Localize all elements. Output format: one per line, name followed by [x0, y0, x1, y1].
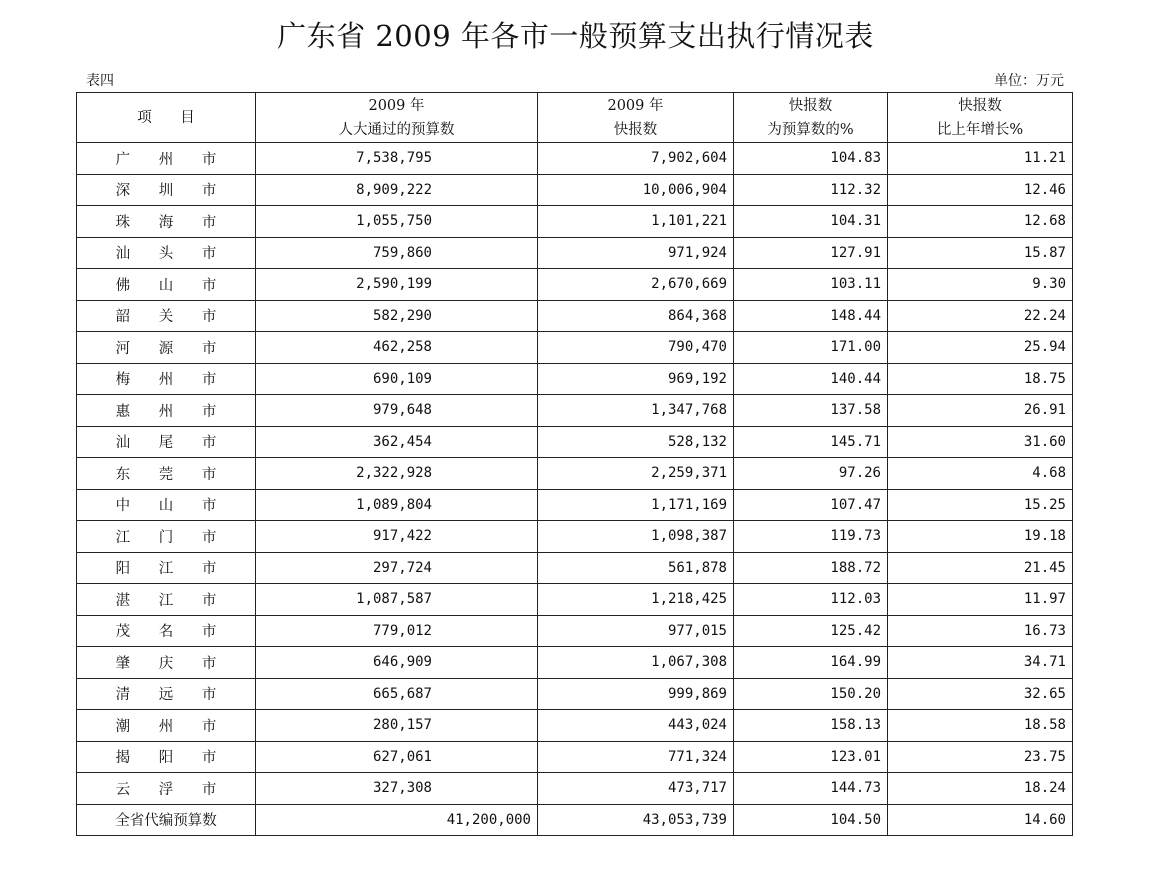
- cell-budget: 2,322,928: [256, 458, 538, 490]
- header-budget: 2009 年 人大通过的预算数: [256, 93, 538, 143]
- table-row: [77, 300, 1073, 332]
- cell-growth: 26.91: [888, 395, 1073, 427]
- cell-pct-budget: 171.00: [734, 332, 888, 364]
- table-row: [77, 647, 1073, 679]
- cell-pct-budget: 127.91: [734, 237, 888, 269]
- cell-report: 969,192: [538, 363, 734, 395]
- cell-pct-budget: 140.44: [734, 363, 888, 395]
- cell-report: 443,024: [538, 710, 734, 742]
- unit-label: 单位：万元: [994, 73, 1064, 89]
- cell-pct-budget: 137.58: [734, 395, 888, 427]
- cell-pct-budget: 107.47: [734, 489, 888, 521]
- cell-city-name: 江 门 市: [77, 521, 256, 553]
- table-row: [77, 143, 1073, 175]
- cell-budget: 917,422: [256, 521, 538, 553]
- table-row: [77, 741, 1073, 773]
- cell-growth: 19.18: [888, 521, 1073, 553]
- header-row: [77, 93, 1073, 143]
- cell-budget: 759,860: [256, 237, 538, 269]
- cell-pct-budget: 148.44: [734, 300, 888, 332]
- cell-pct-budget: 112.03: [734, 584, 888, 616]
- cell-pct-budget: 103.11: [734, 269, 888, 301]
- cell-growth: 9.30: [888, 269, 1073, 301]
- cell-city-name: 阳 江 市: [77, 552, 256, 584]
- cell-growth: 15.87: [888, 237, 1073, 269]
- cell-pct-budget: 145.71: [734, 426, 888, 458]
- cell-budget: 690,109: [256, 363, 538, 395]
- cell-pct-budget: 119.73: [734, 521, 888, 553]
- cell-growth: 15.25: [888, 489, 1073, 521]
- table-row: [77, 489, 1073, 521]
- cell-report: 561,878: [538, 552, 734, 584]
- cell-report: 977,015: [538, 615, 734, 647]
- table-row: [77, 615, 1073, 647]
- cell-city-name: 河 源 市: [77, 332, 256, 364]
- cell-report: 864,368: [538, 300, 734, 332]
- cell-city-name: 肇 庆 市: [77, 647, 256, 679]
- cell-growth: 31.60: [888, 426, 1073, 458]
- cell-budget: 665,687: [256, 678, 538, 710]
- cell-budget: 7,538,795: [256, 143, 538, 175]
- cell-growth: 22.24: [888, 300, 1073, 332]
- cell-city-name: 惠 州 市: [77, 395, 256, 427]
- cell-budget: 1,087,587: [256, 584, 538, 616]
- table-row: [77, 174, 1073, 206]
- cell-pct-budget: 188.72: [734, 552, 888, 584]
- cell-pct-budget: 150.20: [734, 678, 888, 710]
- cell-budget: 627,061: [256, 741, 538, 773]
- cell-report: 999,869: [538, 678, 734, 710]
- table-row: [77, 206, 1073, 238]
- cell-report: 2,259,371: [538, 458, 734, 490]
- cell-report: 1,347,768: [538, 395, 734, 427]
- cell-pct-budget: 164.99: [734, 647, 888, 679]
- table-row: [77, 363, 1073, 395]
- cell-growth: 32.65: [888, 678, 1073, 710]
- cell-city-name: 东 莞 市: [77, 458, 256, 490]
- cell-budget: 1,089,804: [256, 489, 538, 521]
- table-number: 表四: [86, 73, 114, 89]
- cell-report: 1,101,221: [538, 206, 734, 238]
- header-pct-budget: 快报数 为预算数的%: [734, 93, 888, 143]
- page-title: 广东省 2009 年各市一般预算支出执行情况表: [277, 19, 874, 53]
- cell-city-name: 韶 关 市: [77, 300, 256, 332]
- cell-city-name: 佛 山 市: [77, 269, 256, 301]
- cell-pct-budget: 104.83: [734, 143, 888, 175]
- cell-report: 473,717: [538, 773, 734, 805]
- cell-report: 971,924: [538, 237, 734, 269]
- table-row: [77, 426, 1073, 458]
- cell-growth: 4.68: [888, 458, 1073, 490]
- cell-budget: 462,258: [256, 332, 538, 364]
- cell-report: 1,218,425: [538, 584, 734, 616]
- cell-budget: 297,724: [256, 552, 538, 584]
- cell-pct-budget: 125.42: [734, 615, 888, 647]
- cell-budget: 779,012: [256, 615, 538, 647]
- table-row: [77, 332, 1073, 364]
- cell-growth: 21.45: [888, 552, 1073, 584]
- cell-report: 1,067,308: [538, 647, 734, 679]
- cell-pct-budget: 104.50: [734, 804, 888, 836]
- cell-pct-budget: 104.31: [734, 206, 888, 238]
- cell-budget: 362,454: [256, 426, 538, 458]
- cell-report: 528,132: [538, 426, 734, 458]
- cell-budget: 41,200,000: [256, 804, 538, 836]
- cell-growth: 34.71: [888, 647, 1073, 679]
- cell-budget: 280,157: [256, 710, 538, 742]
- table-row: [77, 584, 1073, 616]
- cell-growth: 18.58: [888, 710, 1073, 742]
- table-row: [77, 521, 1073, 553]
- cell-city-name: 珠 海 市: [77, 206, 256, 238]
- cell-city-name: 中 山 市: [77, 489, 256, 521]
- table-row: [77, 269, 1073, 301]
- cell-budget: 646,909: [256, 647, 538, 679]
- cell-pct-budget: 158.13: [734, 710, 888, 742]
- cell-growth: 11.21: [888, 143, 1073, 175]
- header-growth: 快报数 比上年增长%: [888, 93, 1073, 143]
- table-row: [77, 678, 1073, 710]
- cell-city-name: 湛 江 市: [77, 584, 256, 616]
- cell-report: 43,053,739: [538, 804, 734, 836]
- cell-pct-budget: 144.73: [734, 773, 888, 805]
- table-row: [77, 395, 1073, 427]
- cell-report: 1,171,169: [538, 489, 734, 521]
- cell-report: 1,098,387: [538, 521, 734, 553]
- cell-city-name: 清 远 市: [77, 678, 256, 710]
- cell-growth: 14.60: [888, 804, 1073, 836]
- header-report: 2009 年 快报数: [538, 93, 734, 143]
- cell-budget: 8,909,222: [256, 174, 538, 206]
- cell-growth: 25.94: [888, 332, 1073, 364]
- cell-report: 10,006,904: [538, 174, 734, 206]
- cell-city-name: 梅 州 市: [77, 363, 256, 395]
- cell-report: 790,470: [538, 332, 734, 364]
- cell-growth: 23.75: [888, 741, 1073, 773]
- cell-city-name: 全省代编预算数: [77, 804, 256, 836]
- cell-pct-budget: 97.26: [734, 458, 888, 490]
- cell-budget: 979,648: [256, 395, 538, 427]
- total-row: [77, 804, 1073, 836]
- cell-growth: 18.75: [888, 363, 1073, 395]
- table-row: [77, 710, 1073, 742]
- cell-city-name: 茂 名 市: [77, 615, 256, 647]
- cell-growth: 12.46: [888, 174, 1073, 206]
- cell-report: 771,324: [538, 741, 734, 773]
- cell-report: 7,902,604: [538, 143, 734, 175]
- table-row: [77, 773, 1073, 805]
- cell-growth: 16.73: [888, 615, 1073, 647]
- cell-city-name: 揭 阳 市: [77, 741, 256, 773]
- cell-city-name: 深 圳 市: [77, 174, 256, 206]
- table-row: [77, 237, 1073, 269]
- cell-city-name: 汕 尾 市: [77, 426, 256, 458]
- cell-growth: 18.24: [888, 773, 1073, 805]
- cell-report: 2,670,669: [538, 269, 734, 301]
- cell-growth: 12.68: [888, 206, 1073, 238]
- cell-budget: 1,055,750: [256, 206, 538, 238]
- cell-budget: 2,590,199: [256, 269, 538, 301]
- table-row: [77, 552, 1073, 584]
- cell-growth: 11.97: [888, 584, 1073, 616]
- cell-budget: 327,308: [256, 773, 538, 805]
- cell-budget: 582,290: [256, 300, 538, 332]
- table-row: [77, 458, 1073, 490]
- budget-table: [76, 92, 1073, 836]
- cell-pct-budget: 123.01: [734, 741, 888, 773]
- cell-city-name: 汕 头 市: [77, 237, 256, 269]
- header-item: 项 目: [77, 93, 256, 143]
- cell-city-name: 广 州 市: [77, 143, 256, 175]
- cell-pct-budget: 112.32: [734, 174, 888, 206]
- cell-city-name: 潮 州 市: [77, 710, 256, 742]
- cell-city-name: 云 浮 市: [77, 773, 256, 805]
